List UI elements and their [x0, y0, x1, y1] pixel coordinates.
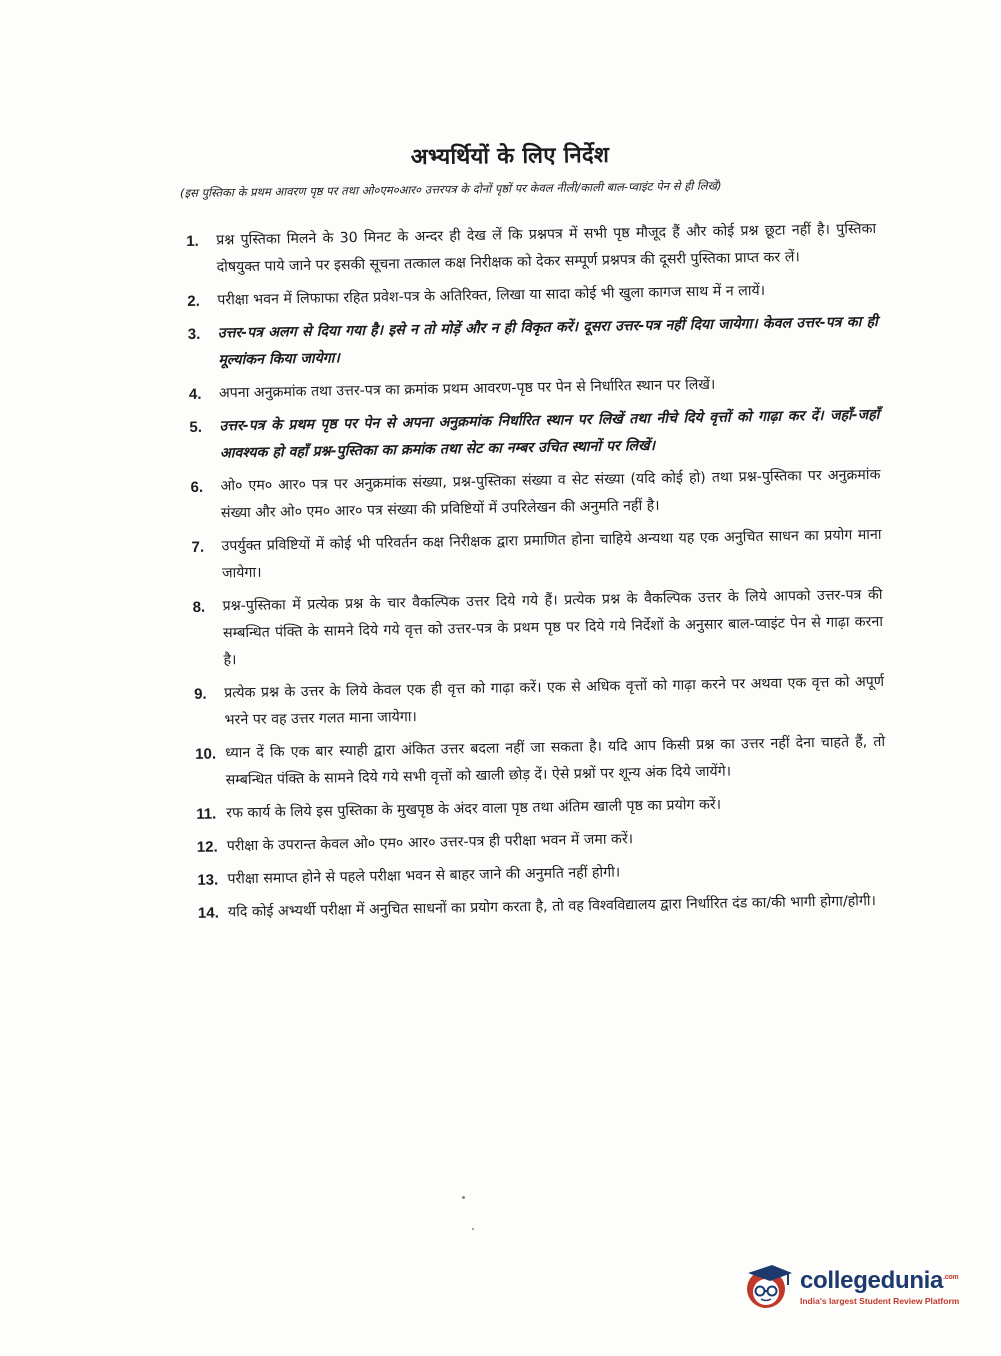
item-number: 2. [187, 292, 200, 310]
item-number: 5. [189, 418, 203, 436]
item-number: 10. [195, 745, 217, 763]
item-number: 11. [196, 805, 217, 823]
list-item [186, 216, 877, 282]
list-item [197, 855, 887, 894]
item-number: 4. [188, 385, 202, 403]
item-number: 9. [193, 685, 207, 703]
list-item [194, 669, 885, 735]
item-text: प्रश्न पुस्तिका मिलने के 30 मिनट के अन्दर ही देख लें कि प्रश्नपत्र में सभी पृष्ठ मौजूद हैं और कोई प्रश्न छूटा नहीं है। पुस्तिका दोषयुक्त पाये जाने पर इसकी सूचना तत्काल कक्ष निरीक्षक को देकर सम्पूर्ण प्रश्नपत्र की दूसरी पुस्तिका प्राप्त कर लें। [216, 220, 877, 276]
item-number: 14. [197, 904, 219, 922]
list-item [190, 462, 881, 528]
item-number: 1. [186, 232, 199, 250]
item-text: उत्तर-पत्र के प्रथम पृष्ठ पर पेन से अपना अनुक्रमांक निर्धारित स्थान पर लिखें तथा नीचे दिये वृत्तों को गाढ़ा कर दें। जहाँ-जहाँ आवश्यक हो वहाँ प्रश्न-पुस्तिका का क्रमांक तथा सेट का नम्बर उचित स्थानों पर लिखें। [219, 406, 880, 462]
item-text: अपना अनुक्रमांक तथा उत्तर-पत्र का क्रमांक प्रथम आवरण-पृष्ठ पर पेन से निर्धारित स्थान पर लिखें। [218, 376, 716, 402]
list-item [187, 276, 877, 315]
item-text: परीक्षा समाप्त होने से पहले परीक्षा भवन से बाहर जाने की अनुमति नहीं होगी। [227, 864, 621, 888]
list-item [198, 888, 888, 927]
item-text: उपर्युक्त प्रविष्टियों में कोई भी परिवर्तन कक्ष निरीक्षक द्वारा प्रमाणित होना चाहिये अन्यथा यह एक अनुचित साधन का प्रयोग माना जायेगा। [221, 526, 882, 582]
item-text: परीक्षा के उपरान्त केवल ओ० एम० आर० उत्तर-पत्र ही परीक्षा भवन में जमा करें। [226, 831, 634, 855]
scan-speck [472, 1228, 474, 1230]
list-item [195, 729, 886, 795]
list-item [188, 309, 879, 375]
item-number: 3. [187, 325, 201, 343]
scan-speck [462, 1196, 465, 1199]
page-title: अभ्यर्थियों के लिए निर्देश [410, 142, 610, 171]
item-text: ओ० एम० आर० पत्र पर अनुक्रमांक संख्या, प्रश्न-पुस्तिका संख्या व सेट संख्या (यदि कोई हो) तथा प्रश्न-पुस्तिका पर अनुक्रमांक संख्या और ओ० एम० आर० पत्र संख्या की प्रविष्टियों में उपरिलेखन की अनुमति नहीं है। [220, 466, 881, 522]
list-item [191, 522, 882, 588]
item-text: परीक्षा भवन में लिफाफा रहित प्रवेश-पत्र के अतिरिक्त, लिखा या सादा कोई भी खुला कागज साथ में न लायें। [217, 282, 766, 309]
item-text: रफ कार्य के लिये इस पुस्तिका के मुखपृष्ठ के अंदर वाला पृष्ठ तथा अंतिम खाली पृष्ठ का प्रयोग करें। [226, 796, 722, 822]
brand-name: collegedunia$^{.com}$ [800, 1266, 959, 1294]
page-subtitle: (इस पुस्तिका के प्रथम आवरण पृष्ठ पर तथा ओ०एम०आर० उत्तरपत्र के दोनों पृष्ठों पर केवल नीली/काली बाल-प्वाइंट पेन से ही लिखें) [179, 178, 722, 200]
list-item [192, 582, 883, 675]
mascot-icon [742, 1259, 794, 1311]
list-item [189, 402, 880, 468]
brand-tagline: India's largest Student Review Platform [800, 1295, 960, 1306]
item-number: 13. [197, 871, 219, 889]
list-item [196, 789, 886, 828]
item-number: 7. [191, 538, 205, 556]
list-item [189, 369, 879, 408]
instruction-list [186, 216, 888, 933]
item-number: 6. [190, 478, 204, 496]
list-item [197, 822, 887, 861]
item-text: ध्यान दें कि एक बार स्याही द्वारा अंकित उत्तर बदला नहीं जा सकता है। यदि आप किसी प्रश्न का उत्तर नहीं देना चाहते हैं, तो सम्बन्धित पंक्ति के सामने दिये गये सभी वृत्तों को खाली छोड़ दें। ऐसे प्रश्नों पर शून्य अंक दिये जायेंगे। [225, 733, 886, 789]
logo-text [800, 1265, 959, 1306]
item-text: प्रश्न-पुस्तिका में प्रत्येक प्रश्न के चार वैकल्पिक उत्तर दिये गये हैं। प्रत्येक प्रश्न के वैकल्पिक उत्तर के लिये आपको उत्तर-पत्र की सम्बन्धित पंक्ति के सामने दिये गये वृत्त को उत्तर-पत्र के प्रथम पृष्ठ पर दिये गये निर्देशों के अनुसार बाल-प्वाइंट पेन से गाढ़ा करना है। [222, 586, 884, 669]
brand-superscript: .com [943, 1273, 959, 1281]
item-number: 12. [196, 838, 218, 856]
item-text: उत्तर-पत्र अलग से दिया गया है। इसे न तो मोड़ें और न ही विकृत करें। दूसरा उत्तर-पत्र नहीं दिया जायेगा। केवल उत्तर-पत्र का ही मूल्यांकन किया जायेगा। [217, 313, 878, 369]
watermark-logo [742, 1255, 972, 1315]
item-number: 8. [192, 598, 206, 616]
item-text: यदि कोई अभ्यर्थी परीक्षा में अनुचित साधनों का प्रयोग करता है, तो वह विश्वविद्यालय द्वारा निर्धारित दंड का/की भागी होगा/होगी। [227, 893, 877, 921]
item-text: प्रत्येक प्रश्न के उत्तर के लिये केवल एक ही वृत्त को गाढ़ा करें। एक से अधिक वृत्तों को गाढ़ा करने पर अथवा एक वृत्त को अपूर्ण भरने पर वह उत्तर गलत माना जायेगा। [223, 673, 885, 729]
